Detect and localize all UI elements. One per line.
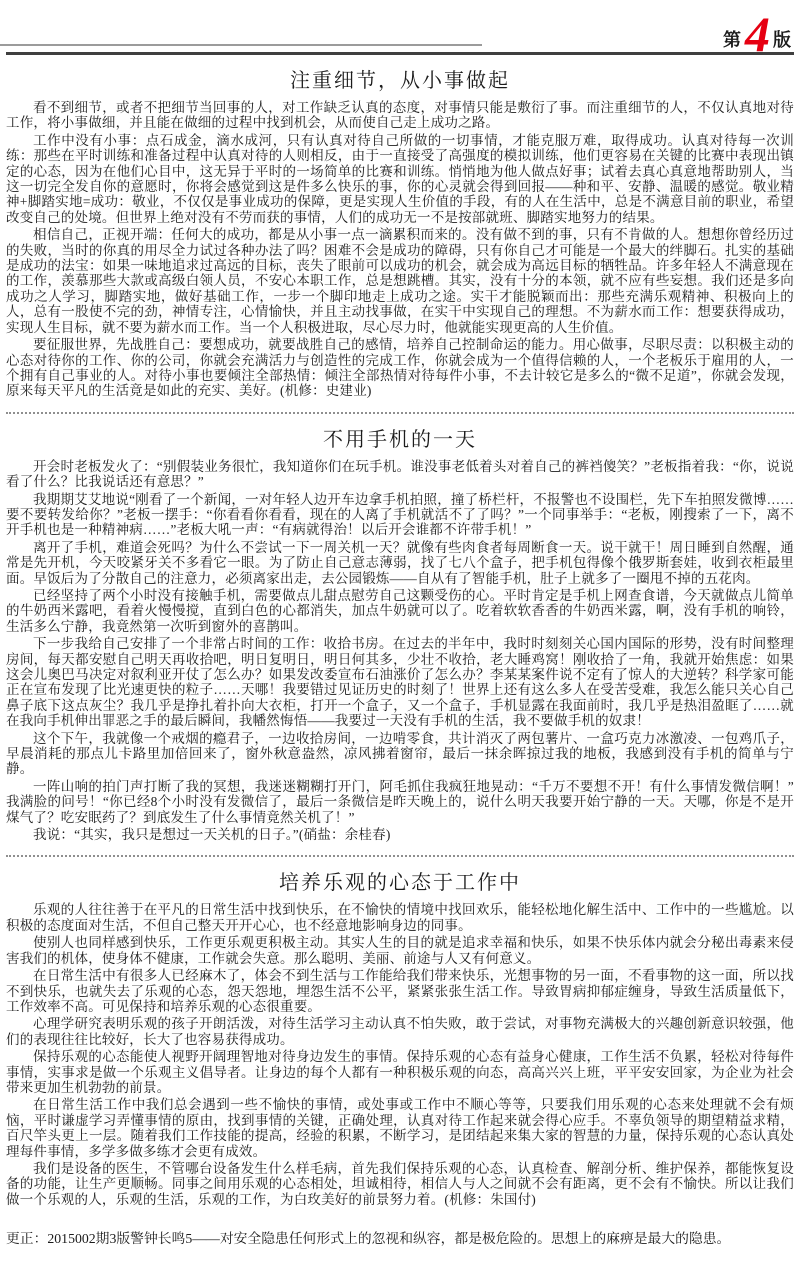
article-title: 注重细节，从小事做起 xyxy=(290,70,510,92)
article-title: 不用手机的一天 xyxy=(323,428,477,451)
article-paragraph: 下一步我给自己安排了一个非常占时间的工作：收拾书房。在过去的半年中，我时时刻刻关心国内国际的形势，没有时间整理房间，每天都安慰自己明天再收拾吧，明日复明日，明日何其多，少壮不收拾，老大睡鸡窝！刚收拾了一角，我就开始焦虑：如果这会儿奥巴马决定对叙利亚开仗了怎么办？如果发改委宣布石油涨价了怎么办？李某某案件说不定有了惊人的大逆转？科学家可能正在宣布发现了比光速更快的粒子……天哪！我要错过见证历史的时刻了！世界上还有这么多人在受苦受难，我怎么能只关心自己鼻子底下这点灰尘？我几乎是挣扎着扑向大衣柜，打开一个盒子，又一个盒子，手机显露在我面前时，我几乎是热泪盈眶了……就在我向手机伸出罪恶之手的最后瞬间，我幡然悔悟——我要过一天没有手机的生活，我不要做手机的奴隶！ xyxy=(6,636,794,729)
edition-prefix: 第 xyxy=(723,30,742,50)
article-paragraph: 在日常生活工作中我们总会遇到一些不愉快的事情，或处事或工作中不顺心等等，只要我们用乐观的心态来处理就不会有烦恼，平时谦虚学习弄懂事情的原由，找到事情的关键，正确处理，认真对待工作起来就会得心应手。不辜负领导的期望精益求精，百尺竿头更上一层。随着我们工作技能的提高，经验的积累，不断学习，是团结起来集大家的智慧的力量，保持乐观的心态认真处理每件事情，多学多做多练才会更有成效。 xyxy=(6,1097,794,1159)
edition-mark xyxy=(723,6,792,62)
article-paragraph: 保持乐观的心态能使人视野开阔理智地对待身边发生的事情。保持乐观的心态有益身心健康，工作生活不负累，轻松对待每件事情，实事求是做一个乐观主义倡导者。让身边的每个人都有一种积极乐观的向态，高高兴兴上班，平平安安回家，为企业为社会带来更加生机勃勃的前景。 xyxy=(6,1049,794,1095)
article-paragraph: 一阵山响的拍门声打断了我的冥想，我迷迷糊糊打开门，阿毛抓住我疯狂地晃动：“千万不要想不开！有什么事情发微信啊！”我满脸的问号！“你已经8个小时没有发微信了，最后一条微信是昨天晚上的，说什么明天我要开始宁静的一天。天哪，你是不是开煤气了？吃安眠药了？到底发生了什么事情竟然关机了！” xyxy=(6,778,794,825)
dashed-divider xyxy=(6,412,794,414)
article-paragraph: 开会时老板发火了：“别假装业务很忙，我知道你们在玩手机。谁没事老低着头对着自己的裤裆傻笑？”老板指着我：“你，说说看了什么？比我说话还有意思？” xyxy=(6,458,794,490)
edition-suffix: 版 xyxy=(773,30,792,50)
header-thin-rule xyxy=(0,44,482,46)
article-title: 培养乐观的心态于工作中 xyxy=(279,872,521,895)
edition-number: 4 xyxy=(745,6,770,62)
article-paragraph: 心理学研究表明乐观的孩子开朗活泼，对待生活学习主动认真不怕失败，敢于尝试，对事物充满极大的兴趣创新意识较强，他们的表现往往比较好，长大了也容易获得成功。 xyxy=(6,1016,794,1047)
article-paragraph: 已经坚持了两个小时没有接触手机，需要做点儿甜点慰劳自己这颗受伤的心。平时肯定是手机上网查食谱，今天就做点儿简单的牛奶西米露吧，看着火慢慢搅，直到白色的心都消失，加点牛奶就可以了。吃着软软香香的牛奶西米露，啊，没有手机的响铃，生活多么宁静，我竟然第一次听到窗外的喜鹊叫。 xyxy=(6,587,794,634)
article-paragraph: 工作中没有小事：点石成金，滴水成河，只有认真对待自己所做的一切事情，才能克服万难，取得成功。认真对待每一次训练：那些在平时训练和准备过程中认真对待的人则相反，由于一直接受了高强度的模拟训练，他们更容易在关键的比赛中表现出镇定的心态，因为在他们心目中，这无异于平时的一场简单的比赛和训练。悄悄地为他人做点好事；试着去真心真意地帮助别人，当这一切完全发自你的意愿时，你将会感觉到这是件多么快乐的事，你的心灵就会得到回报——种和平、安静、温暖的感觉。敬业精神+脚踏实地=成功：敬业，不仅仅是事业成功的保障，更是实现人生价值的手段，有的人在生活中，总是不满意目前的职业，希望改变自己的处境。但世界上绝对没有不劳而获的事情，人们的成功无一不是按部就班、脚踏实地努力的结果。 xyxy=(6,132,794,225)
article-paragraph: 这个下午，我就像一个戒烟的瘾君子，一边收拾房间，一边啃零食，共计消灭了两包薯片、一盒巧克力冰激凌、一包鸡爪子，早晨消耗的那点儿卡路里加倍回来了，窗外秋意盎然，凉风拂着窗帘，最后一抹余晖掠过我的地板，我感到没有手机的简单与宁静。 xyxy=(6,730,794,777)
article-paragraph: 乐观的人往往善于在平凡的日常生活中找到快乐，在不愉快的情境中找回欢乐，能轻松地化解生活中、工作中的一些尴尬。以积极的态度面对生活，不但自己整天开开心心，也不经意地影响身边的同事。 xyxy=(6,902,794,933)
correction-notice: 更正：2015002期3版警钟长鸣5——对安全隐患任何形式上的忽视和纵容，都是极危险的。思想上的麻痹是最大的隐患。 xyxy=(6,1231,731,1247)
article-paragraph: 离开了手机，难道会死吗？为什么不尝试一下一周关机一天？就像有些肉食者每周断食一天。说干就干！周日睡到自然醒，通常是先开机，今天咬紧牙关不多看它一眼。为了防止自己意志薄弱，找了七八个盒子，把手机包得像个俄罗斯套娃，收到衣柜最里面。早饭后为了分散自己的注意力，必须离家出走，去公园锻炼——自从有了智能手机，肚子上就多了一圈甩不掉的五花肉。 xyxy=(6,539,794,586)
article-paragraph: 看不到细节，或者不把细节当回事的人，对工作缺乏认真的态度，对事情只能是敷衍了事。而注重细节的人，不仅认真地对待工作，将小事做细，并且能在做细的过程中找到机会，从而使自己走上成功之路。 xyxy=(6,100,794,131)
article-paragraph: 使别人也同样感到快乐，工作更乐观更积极主动。其实人生的目的就是追求幸福和快乐，如果不快乐体内就会分秘出毒素来侵害我们的机体，使身体不健康，工作就会失意。那么聪明、美丽、前途与人又有何意义。 xyxy=(6,935,794,966)
article-paragraph: 要征服世界，先战胜自己：要想成功，就要战胜自己的感情，培养自己控制命运的能力。用心做事，尽职尽责：以积极主动的心态对待你的工作、你的公司，你就会充满活力与创造性的完成工作，你就会成为一个值得信赖的人，一个老板乐于雇用的人，一个拥有自己事业的人。对待小事也要倾注全部热情：倾注全部热情对待每件小事，不去计较它是多么的“微不足道”，你就会发现，原来每天平凡的生活竟是如此的充实、美好。(机修：史建业) xyxy=(6,337,794,399)
page-body xyxy=(6,64,794,1247)
article-paragraph: 我说：“其实，我只是想过一天关机的日子。”(硝盐：余桂春) xyxy=(33,827,391,843)
article-paragraph: 我期期艾艾地说“刚看了一个新闻，一对年轻人边开车边拿手机拍照，撞了桥栏杆，不报警也不设围栏，先下车拍照发微博……要不要转发给你？”老板一摆手：“你看看你看看，现在的人离了手机就活不了了吗？”一个同事举手：“老板，刚搜索了一下，离不开手机也是一种精神病……”老板大吼一声：“有病就得治！以后开会谁都不许带手机！” xyxy=(6,491,794,538)
article-paragraph: 在日常生活中有很多人已经麻木了，体会不到生活与工作能给我们带来快乐，光想事物的另一面，不看事物的这一面，所以找不到快乐，也就失去了乐观的心态，怨天怨地，埋怨生活不公平，紧紧张张生活工作。导致胃病抑郁症缠身，导致生活质量低下，工作效率不高。可见保持和培养乐观的心态很重要。 xyxy=(6,968,794,1014)
article-attention-to-detail xyxy=(6,64,794,399)
article-day-without-phone xyxy=(6,423,794,843)
dashed-divider xyxy=(6,855,794,857)
article-optimistic-attitude xyxy=(6,866,794,1207)
page-header xyxy=(6,6,794,62)
article-paragraph: 我们是设备的医生，不管哪台设备发生什么样毛病，首先我们保持乐观的心态，认真检查、解剖分析、维护保养，都能恢复设备的功能，让生产更顺畅。同事之间用乐观的心态相处，坦诚相待，相信人与人之间就不会有距离，更不会有不愉快。所以让我们做一个乐观的人，乐观的生活，乐观的工作，为白玫美好的前景努力着。(机修：朱国付) xyxy=(6,1160,794,1207)
article-paragraph: 相信自己，正视开端：任何大的成功，都是从小事一点一滴累积而来的。没有做不到的事，只有不肯做的人。想想你曾经历过的失败，当时的你真的用尽全力试过各种办法了吗？困难不会是成功的障碍，只有你自己才可能是一个最大的绊脚石。扎实的基础是成功的法宝：如果一味地追求过高远的目标，丧失了眼前可以成功的机会，就会成为高远目标的牺牲品。许多年轻人不满意现在的工作，羡慕那些大款或高级白领人员，不安心本职工作，总是想跳槽。其实，没有十分的本领，就不应有些妄想。我们还是多向成功之人学习，脚踏实地，做好基础工作，一步一个脚印地走上成功之途。实干才能脱颖而出：那些充满乐观精神、积极向上的人，总有一股使不完的劲，神情专注，心情愉快，并且主动找事做，在实干中实现自己的理想。不为薪水而工作：想要获得成功，实现人生目标，就不要为薪水而工作。当一个人积极进取，尽心尽力时，他就能实现更高的人生价值。 xyxy=(6,227,794,335)
